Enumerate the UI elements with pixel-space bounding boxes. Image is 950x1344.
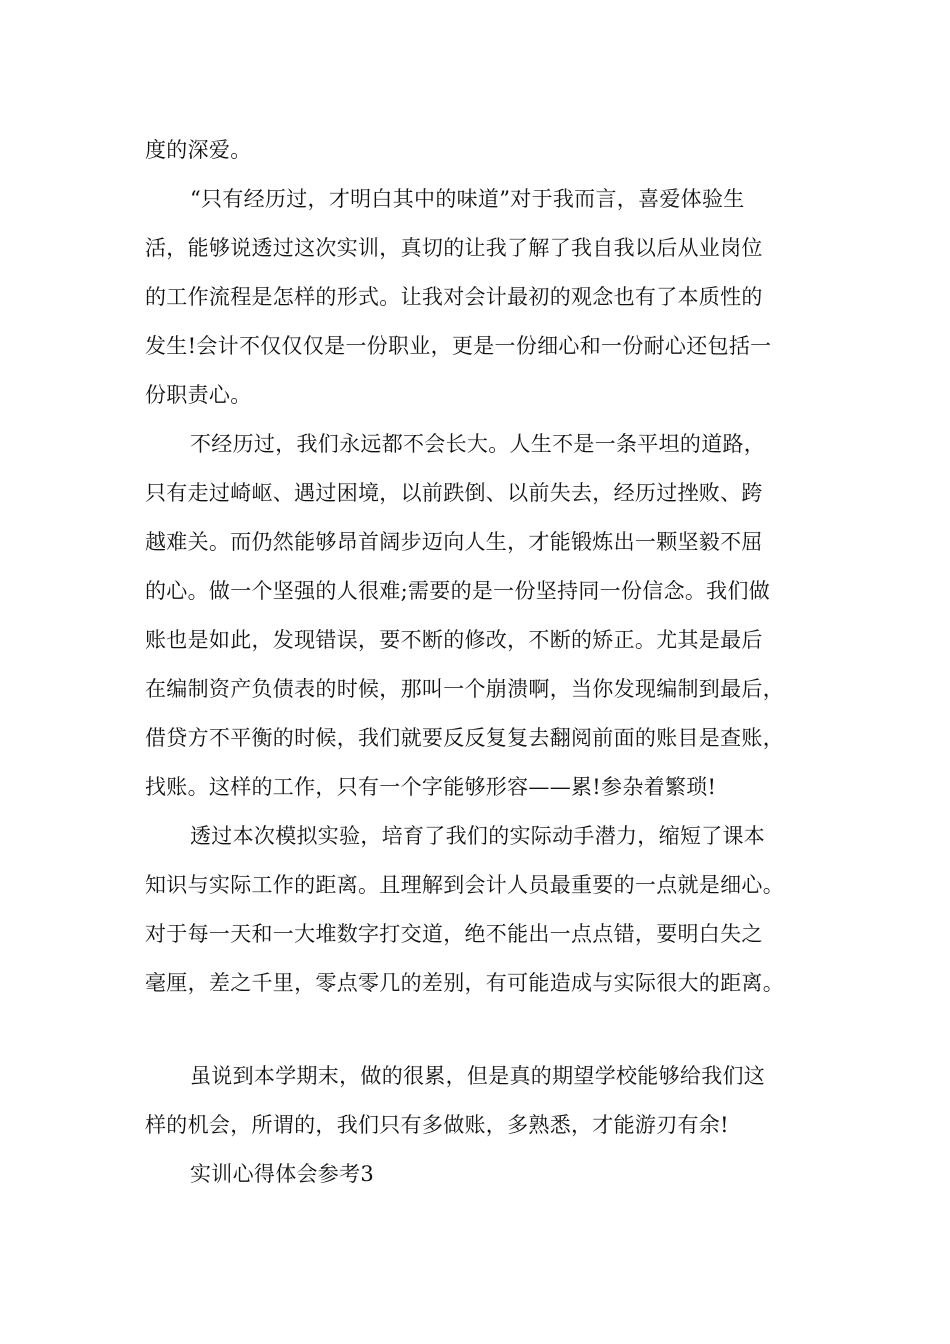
text-line: 找账。这样的工作，只有一个字能够形容——累!参杂着繁琐! (145, 775, 717, 799)
paragraph-start-line: 虽说到本学期末，做的很累，但是真的期望学校能够给我们这 (190, 1064, 766, 1088)
paragraph-start-line: 不经历过，我们永远都不会长大。人生不是一条平坦的道路， (190, 432, 766, 456)
text-line: 只有走过崎岖、遇过困境，以前跌倒、以前失去，经历过挫败、跨 (145, 481, 763, 505)
paragraph-start-line: “只有经历过，才明白其中的味道”对于我而言，喜爱体验生 (190, 187, 745, 211)
text-line: 度的深爱。 (145, 138, 252, 162)
text-line: 活，能够说透过这次实训，真切的让我了解了我自我以后从业岗位 (145, 236, 763, 260)
text-line: 的心。做一个坚强的人很难;需要的是一份坚持同一份信念。我们做 (145, 579, 771, 603)
text-line: 越难关。而仍然能够昂首阔步迈向人生，才能锻炼出一颗坚毅不屈 (145, 530, 763, 554)
text-line: 样的机会，所谓的，我们只有多做账，多熟悉，才能游刃有余! (145, 1113, 729, 1137)
text-line: 知识与实际工作的距离。且理解到会计人员最重要的一点就是细心。 (145, 873, 784, 897)
text-line: 的工作流程是怎样的形式。让我对会计最初的观念也有了本质性的 (145, 285, 763, 309)
text-line: 账也是如此，发现错误，要不断的修改，不断的矫正。尤其是最后 (145, 628, 763, 652)
text-line: 在编制资产负债表的时候，那叫一个崩溃啊，当你发现编制到最后， (145, 677, 784, 701)
text-line: 发生!会计不仅仅仅是一份职业，更是一份细心和一份耐心还包括一 (145, 334, 772, 358)
document-body (145, 126, 825, 1199)
section-heading: 实训心得体会参考3 (190, 1162, 375, 1186)
text-line: 借贷方不平衡的时候，我们就要反反复复去翻阅前面的账目是查账， (145, 726, 784, 750)
text-line: 份职责心。 (145, 383, 252, 407)
paragraph-gap (145, 1008, 825, 1052)
text-line: 对于每一天和一大堆数字打交道，绝不能出一点点错，要明白失之 (145, 922, 763, 946)
text-line: 毫厘，差之千里，零点零几的差别，有可能造成与实际很大的距离。 (145, 971, 784, 995)
paragraph-start-line: 透过本次模拟实验，培育了我们的实际动手潜力，缩短了课本 (190, 824, 766, 848)
